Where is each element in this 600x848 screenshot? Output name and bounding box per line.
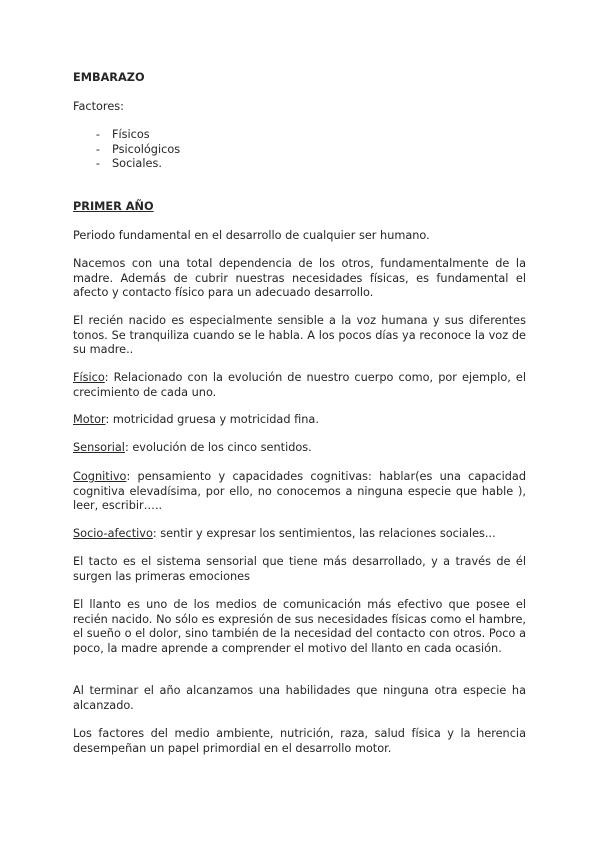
factors-list bbox=[73, 128, 526, 172]
paragraph-5: El llanto es uno de los medios de comunicación más efectivo que posee el recién nacido. No sólo es expresión de sus necesidades físicas como el hambre, el sueño o el dolor, sino también de la necesidad del contacto con otros. Poco a poco, la madre aprende a comprender el motivo del llanto en cada ocasión. bbox=[73, 598, 526, 655]
motor-term: Motor bbox=[73, 413, 106, 426]
doc-title: EMBARAZO bbox=[73, 71, 145, 84]
fisico-paragraph: Físico: Relacionado con la evolución de nuestro cuerpo como, por ejemplo, el crecimiento de cada uno. bbox=[73, 371, 526, 399]
paragraph-1: Periodo fundamental en el desarrollo de cualquier ser humano. bbox=[73, 229, 430, 242]
socio-afectivo-paragraph: Socio-afectivo: sentir y expresar los sentimientos, las relaciones sociales... bbox=[73, 527, 496, 540]
factors-label: Factores: bbox=[73, 100, 124, 113]
section-title: PRIMER AÑO bbox=[73, 200, 154, 213]
socio-afectivo-term: Socio-afectivo bbox=[73, 527, 153, 540]
paragraph-6: Al terminar el año alcanzamos una habilidades que ninguna otra especie ha alcanzado. bbox=[73, 684, 526, 712]
sensorial-paragraph: Sensorial: evolución de los cinco sentidos. bbox=[73, 441, 312, 454]
fisico-term: Físico bbox=[73, 371, 105, 384]
list-item: - Sociales. bbox=[95, 157, 162, 171]
list-item: - Físicos bbox=[95, 128, 150, 141]
cognitivo-term: Cognitivo bbox=[73, 470, 127, 483]
motor-paragraph: Motor: motricidad gruesa y motricidad fina. bbox=[73, 413, 319, 426]
cognitivo-paragraph: Cognitivo: pensamiento y capacidades cognitivas: hablar(es una capacidad cognitiva elevadísima, por ello, no conocemos a ninguna especie que hable ), leer, escribir….. bbox=[73, 470, 526, 513]
paragraph-4: El tacto es el sistema sensorial que tiene más desarrollado, y a través de él surgen las primeras emociones bbox=[73, 555, 526, 583]
paragraph-3: El recién nacido es especialmente sensible a la voz humana y sus diferentes tonos. Se tranquiliza cuando se le habla. A los pocos días ya reconoce la voz de su madre.. bbox=[73, 314, 526, 357]
list-item: - Psicológicos bbox=[95, 142, 181, 156]
sensorial-term: Sensorial bbox=[73, 441, 125, 454]
paragraph-2: Nacemos con una total dependencia de los otros, fundamentalmente de la madre. Además de cubrir nuestras necesidades físicas, es fundamental el afecto y contacto físico para un adecuado desarrollo. bbox=[73, 257, 526, 300]
paragraph-7: Los factores del medio ambiente, nutrición, raza, salud física y la herencia desempeñan un papel primordial en el desarrollo motor. bbox=[73, 727, 526, 755]
